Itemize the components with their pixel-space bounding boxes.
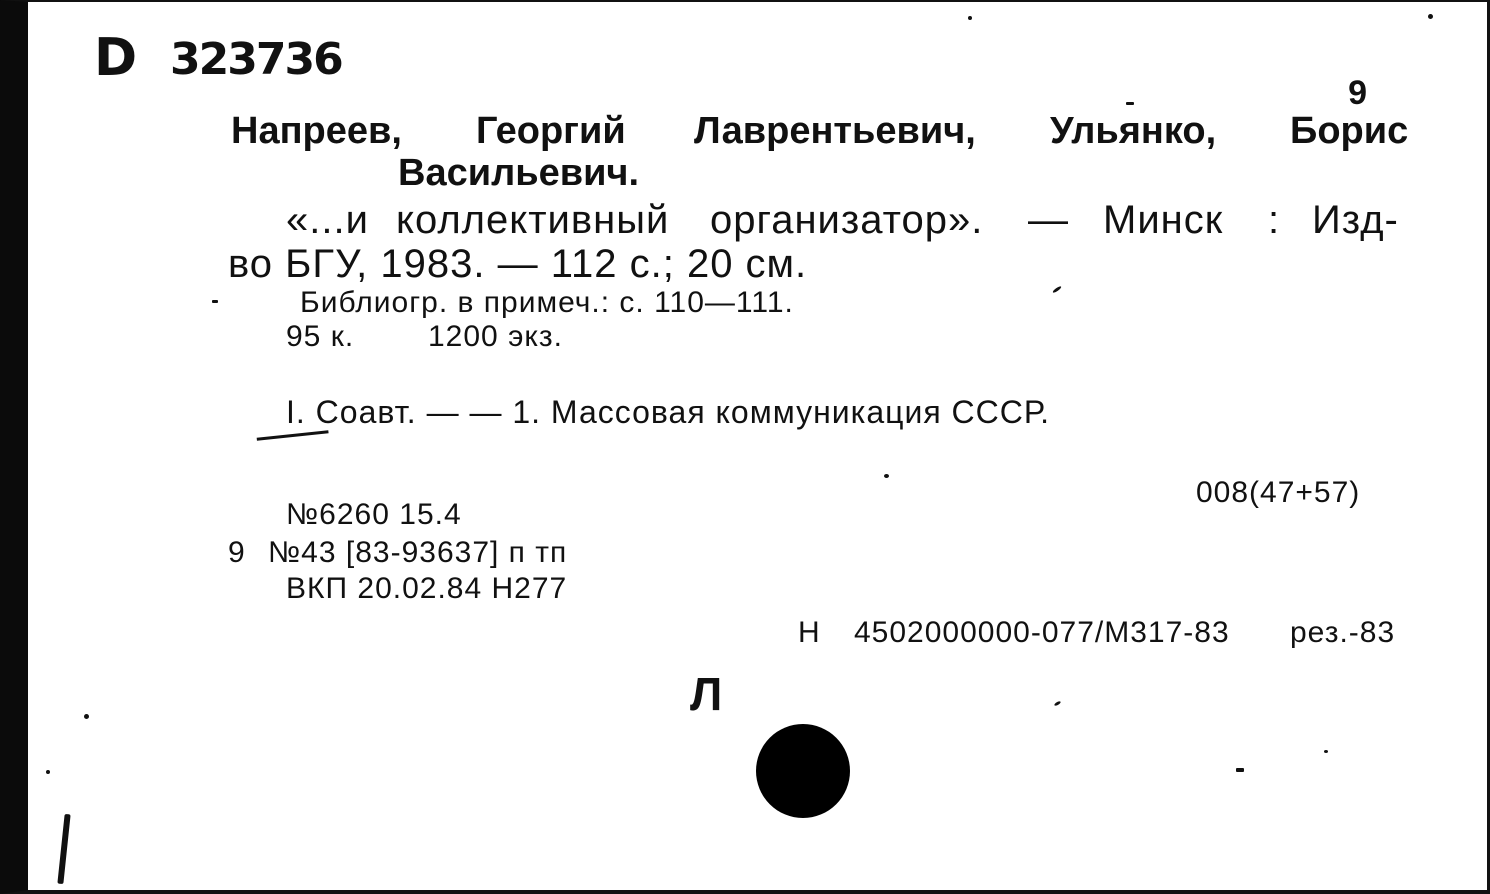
- registration-prefix: 9: [228, 536, 246, 569]
- speck: [1052, 285, 1062, 293]
- speck: [1126, 102, 1134, 105]
- speck: [1428, 14, 1433, 19]
- registration-line-1: №6260 15.4: [286, 498, 462, 531]
- registration-line-3: ВКП 20.02.84 Н277: [286, 572, 568, 605]
- bibliography-note: Библиогр. в примеч.: с. 110—111.: [300, 286, 794, 319]
- speck: [212, 300, 218, 303]
- card-id-number: 323736: [170, 34, 342, 85]
- title-dash: —: [1028, 198, 1069, 242]
- price: 95 к.: [286, 320, 355, 353]
- speck: [1236, 768, 1244, 772]
- card-id-letter: D: [94, 28, 138, 88]
- author-patronymic-1: Лаврентьевич,: [694, 110, 976, 152]
- speck: [884, 474, 889, 478]
- handwritten-underline: [255, 418, 328, 440]
- index-letter: Н: [798, 616, 821, 649]
- index-code: 4502000000-077/М317-83: [854, 616, 1230, 649]
- card-identifier: [94, 28, 384, 90]
- udc-classification: 008(47+57): [1196, 476, 1361, 509]
- index-suffix: рез.-83: [1290, 616, 1396, 649]
- title-word-2: коллективный: [396, 198, 670, 242]
- sheet-number: 9: [1348, 74, 1367, 112]
- title-word-1: «...и: [286, 198, 369, 242]
- punch-hole: [756, 724, 850, 818]
- author-patronymic-2: Васильевич.: [398, 152, 640, 194]
- pen-mark: [57, 814, 70, 884]
- author-name-1: Георгий: [476, 110, 626, 152]
- speck: [1054, 700, 1062, 706]
- speck: [46, 770, 50, 774]
- registration-line-2: №43 [83-93637] п тп: [268, 536, 568, 569]
- publication-details: во БГУ, 1983. — 112 с.; 20 см.: [228, 242, 808, 286]
- print-run: 1200 экз.: [428, 320, 563, 353]
- author-surname-2: Ульянко,: [1050, 110, 1217, 152]
- subject-tracing: I. Соавт. — — 1. Массовая коммуникация СССР.: [286, 394, 1051, 430]
- author-name-2: Борис: [1290, 110, 1409, 152]
- speck: [968, 16, 972, 20]
- stamp-letter: Л: [690, 668, 723, 720]
- title-word-3: организатор».: [710, 198, 984, 242]
- title-place: Минск: [1103, 198, 1224, 242]
- speck: [1324, 750, 1328, 753]
- speck: [84, 714, 89, 719]
- title-colon: :: [1268, 198, 1281, 242]
- author-surname-1: Напреев,: [231, 110, 402, 152]
- title-publisher-start: Изд-: [1312, 198, 1399, 242]
